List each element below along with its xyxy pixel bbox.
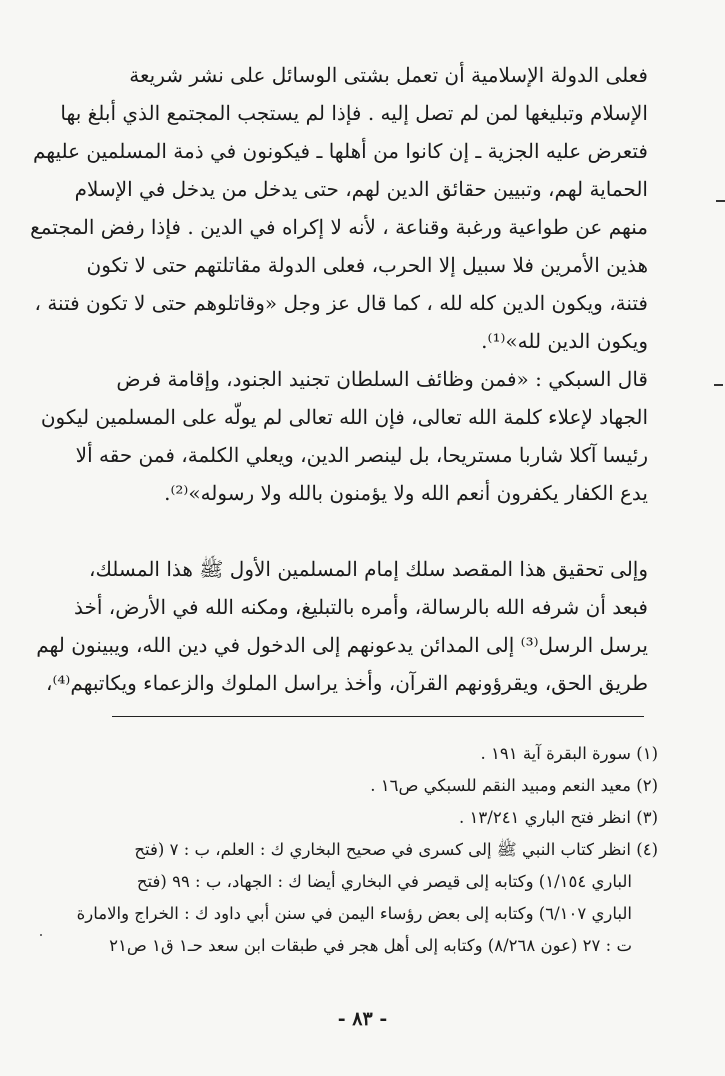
- footnote-3: (٣) انظر فتح الباري ١٣/٢٤١ .: [459, 808, 658, 827]
- scan-speck: [40, 934, 42, 936]
- margin-tick: [714, 384, 723, 386]
- text-line: وإلى تحقيق هذا المقصد سلك إمام المسلمين الأول ﷺ هذا المسلك،: [88, 557, 648, 581]
- text-line: فبعد أن شرفه الله بالرسالة، وأمره بالتبليغ، ومكنه الله في الأرض، أخذ: [74, 595, 648, 619]
- text-line: طريق الحق، ويقرؤونهم القرآن، وأخذ يراسل الملوك والزعماء ويكاتبهم⁽⁴⁾،: [46, 671, 648, 695]
- text-line: هذين الأمرين فلا سبيل إلا الحرب، فعلى الدولة مقاتلتهم حتى لا تكون: [86, 253, 648, 277]
- footnote-4-continuation: ت : ٢٧ (عون ٨/٢٦٨) وكتابه إلى أهل هجر في طبقات ابن سعد حـ١ ق١ ص٢١: [109, 936, 632, 955]
- paragraph-3: [36, 550, 648, 702]
- margin-tick: [716, 200, 725, 202]
- footnote-1: (١) سورة البقرة آية ١٩١ .: [480, 744, 658, 763]
- paragraph-2: [40, 360, 648, 512]
- text-line: فعلى الدولة الإسلامية أن تعمل بشتى الوسائل على نشر شريعة: [129, 63, 648, 87]
- footnote-separator: [112, 716, 644, 717]
- footnote-4: (٤) انظر كتاب النبي ﷺ إلى كسرى في صحيح البخاري ك : العلم، ب : ٧ (فتح: [134, 840, 658, 859]
- footnote-4-continuation: الباري ١/١٥٤) وكتابه إلى قيصر في البخاري أيضا ك : الجهاد، ب : ٩٩ (فتح: [136, 872, 632, 891]
- text-line: فتعرض عليه الجزية ـ إن كانوا من أهلها ـ فيكونون في ذمة المسلمين عليهم: [32, 139, 648, 163]
- text-line: ويكون الدين لله»⁽¹⁾.: [481, 329, 648, 353]
- paragraph-1: [30, 56, 648, 360]
- text-line: فتنة، ويكون الدين كله لله ، كما قال عز وجل «وقاتلوهم حتى لا تكون فتنة ،: [34, 291, 648, 315]
- text-line: يدع الكفار يكفرون أنعم الله ولا يؤمنون بالله ولا رسوله»⁽²⁾.: [164, 481, 648, 505]
- text-line: يرسل الرسل⁽³⁾ إلى المدائن يدعونهم إلى الدخول في دين الله، ويبينون لهم: [36, 633, 648, 657]
- footnote-4-continuation: الباري ٦/١٠٧) وكتابه إلى بعض رؤساء اليمن في سنن أبي داود ك : الخراج والامارة: [76, 904, 632, 923]
- text-line: قال السبكي : «فمن وظائف السلطان تجنيد الجنود، وإقامة فرض: [116, 367, 648, 391]
- text-line: الجهاد لإعلاء كلمة الله تعالى، فإن الله تعالى لم يولّه على المسلمين ليكون: [40, 405, 648, 429]
- text-line: منهم عن طواعية ورغبة وقناعة ، لأنه لا إكراه في الدين . فإذا رفض المجتمع: [30, 215, 648, 239]
- text-line: الحماية لهم، وتبيين حقائق الدين لهم، حتى يدخل من يدخل في الإسلام: [74, 177, 648, 201]
- page-number: - ٨٣ -: [337, 1008, 388, 1030]
- footnotes: [76, 738, 658, 962]
- text-line: الإسلام وتبليغها لمن لم تصل إليه . فإذا لم يستجب المجتمع الذي أبلغ بها: [60, 101, 648, 125]
- footnote-2: (٢) معيد النعم ومبيد النقم للسبكي ص١٦ .: [370, 776, 658, 795]
- text-line: رئيسا آكلا شاربا مستريحا، بل لينصر الدين، ويعلي الكلمة، فمن حقه ألا: [75, 443, 648, 467]
